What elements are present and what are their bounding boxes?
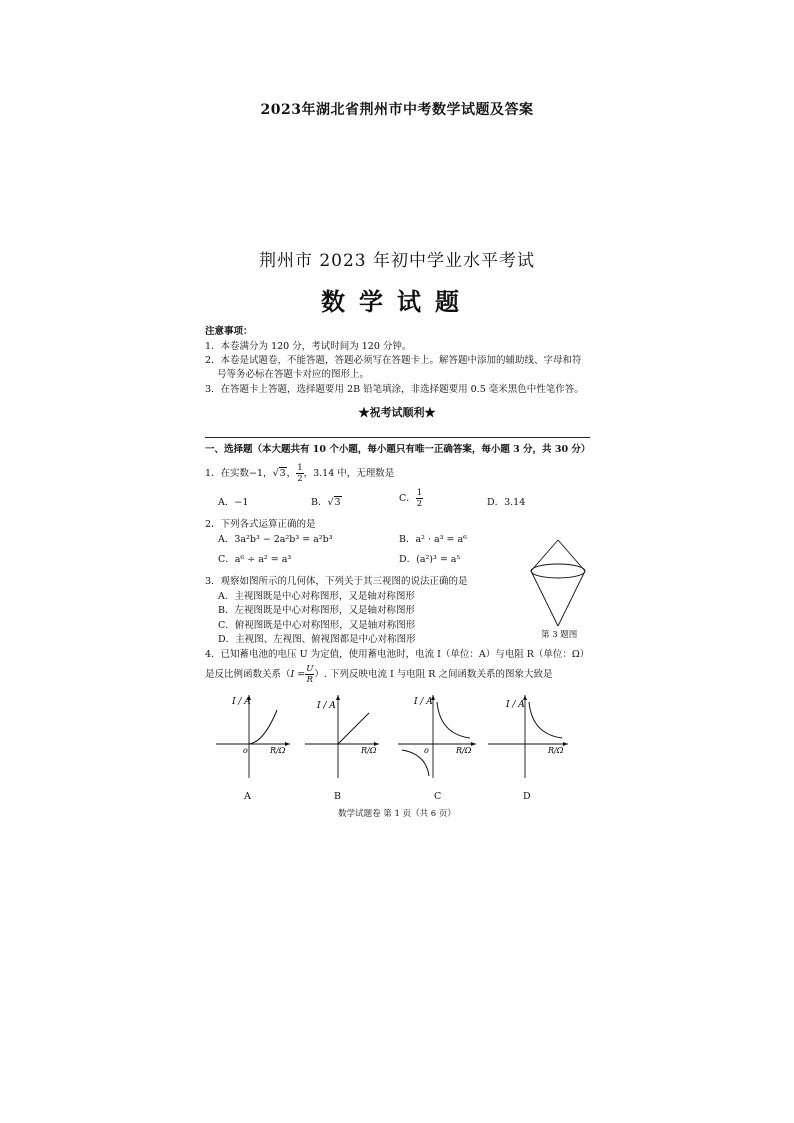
document-title: 2023年湖北省荆州市中考数学试题及答案 [260,102,534,118]
cone-base-ellipse [531,564,585,578]
notice-item-2: 2．本卷是试题卷，不能答题，答题必须写在答题卡上。解答题中添加的辅助线、字母和符 [205,355,582,366]
origin-label: o [243,746,248,755]
question-4-line-1: 4．已知蓄电池的电压 U 为定值，使用蓄电池时，电流 I（单位：A）与电阻 R（单位：Ω） [205,649,590,660]
question-3-stem: 3．观察如图所示的几何体，下列关于其三视图的说法正确的是 [205,576,468,587]
q3-cone-figure [527,538,591,632]
sqrt-symbol: √ [272,468,279,479]
x-axis-label: R/Ω [270,746,286,755]
section-1-heading: 一、选择题（本大题共有 10 个小题，每小题只有唯一正确答案，每小题 3 分，共 30 分） [205,444,591,455]
q4-formula-lhs: I = [290,669,306,680]
exam-title: 荆州市 2023 年初中学业水平考试 [258,251,536,271]
section-divider [205,437,590,438]
q3-option-b: B．左视图既是中心对称图形，又是轴对称图形 [218,605,415,616]
question-4-line-2 [205,664,552,685]
x-axis-arrow [471,742,476,746]
question-1-stem: 1．在实数−1，√3， $\frac{1}{2}$ ，3.14 中，无理数是 [205,463,395,484]
q1-option-c [399,488,423,509]
notice-heading: 注意事项： [205,326,253,337]
cone-upper-left-edge [531,540,558,571]
y-axis-label: I / A [317,701,336,711]
notice-item-1: 1．本卷满分为 120 分，考试时间为 120 分钟。 [205,341,412,352]
q4-graph-c-label: C [434,791,442,802]
q1-frac-num: 1 [297,463,303,473]
q4-line2-prefix: 是反比例函数关系（ [205,669,291,680]
q4-graph-c [396,690,478,780]
q4-graph-b-label: B [334,791,341,802]
q2-option-b: B．a² · a³ = a⁶ [399,534,467,545]
q2-option-d: D．(a²)³ = a⁵ [399,554,461,565]
q4-graph-d [486,690,570,780]
graph-curve-q1 [437,702,470,738]
q4-formula-den: R [306,675,314,685]
q1-option-c-num: 1 [416,488,423,498]
x-axis-label: R/Ω [361,746,377,755]
good-luck-banner: ★祝考试顺利★ [358,406,436,419]
cone-lower-right-edge [558,571,585,626]
q3-option-d: D．主视图、左视图、俯视图都是中心对称图形 [218,634,416,645]
x-axis-label: R/Ω [548,746,564,755]
q4-graph-a-label: A [244,791,251,802]
y-axis-arrow [336,695,340,700]
cone-lower-left-edge [531,571,558,626]
q3-option-a: A．主视图既是中心对称图形，又是轴对称图形 [218,591,415,602]
q1-frac-den: 2 [297,474,303,484]
graph-curve [529,702,562,738]
q1-option-c-fraction [416,488,423,509]
notice-item-3: 3．在答题卡上答题，选择题要用 2B 铅笔填涂，非选择题要用 0.5 毫米黑色中性笔作答。 [205,384,584,395]
x-axis-arrow [563,742,568,746]
q1-option-d: D．3.14 [487,497,526,508]
question-2-stem: 2．下列各式运算正确的是 [205,519,316,530]
y-axis-label: I / A [414,697,433,707]
origin-label: o [424,746,429,755]
exam-subject-title: 数学试题 [321,287,473,316]
q1-option-b [311,494,342,508]
page-footer: 数学试题卷 第 1 页（共 6 页） [338,809,456,819]
q1-fraction [296,463,303,484]
sqrt-symbol: √ [327,497,334,508]
x-axis-arrow [285,742,290,746]
y-axis-label: I / A [506,700,525,710]
q4-graph-b [301,690,381,780]
q4-graph-d-label: D [523,791,531,802]
q1-option-c-label: C． [399,493,416,504]
q1-option-b-label: B． [311,497,328,508]
q2-option-a: A．3a²b³ − 2a²b³ = a²b³ [218,534,333,545]
q1-stem-prefix: 1．在实数−1， [205,468,273,479]
q4-formula-num: U [306,664,314,674]
q1-option-c-den: 2 [416,499,423,509]
q1-sqrt-arg: 3 [279,468,286,479]
q1-option-b-arg: 3 [334,497,341,508]
q4-graph-a [212,690,292,780]
q3-option-c: C．俯视图既是中心对称图形，又是轴对称图形 [218,620,416,631]
q4-line2-suffix: ）. 下列反映电流 I 与电阻 R 之间函数关系的图象大致是 [314,669,553,680]
cone-upper-right-edge [558,540,585,571]
x-axis-label: R/Ω [456,746,472,755]
graph-line [338,713,369,744]
graph-curve [249,710,277,744]
q3-figure-caption: 第 3 题图 [541,630,578,640]
q1-option-a: A．−1 [218,497,249,508]
notice-item-2-cont: 号等务必标在答题卡对应的图形上。 [217,369,370,380]
q1-stem-suffix: ，3.14 中，无理数是 [303,468,395,479]
q2-option-c: C．a⁶ ÷ a² = a³ [218,554,292,565]
y-axis-label: I / A [232,697,251,707]
